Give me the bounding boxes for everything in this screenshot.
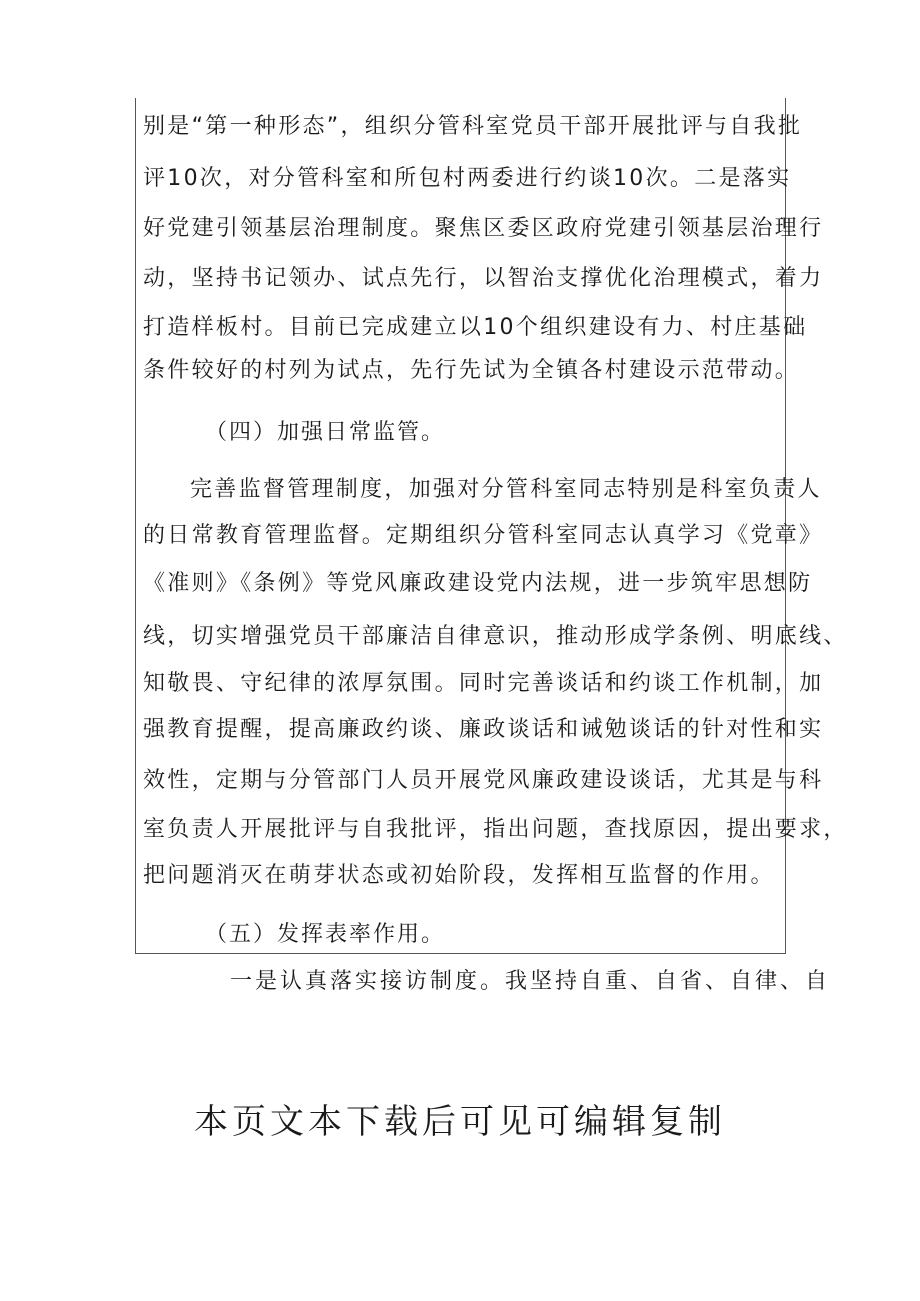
paragraph-line: 条件较好的村列为试点，先行先试为全镇各村建设示范带动。 bbox=[143, 358, 800, 383]
paragraph-line: 《准则》《条例》等党风廉政建设党内法规，进一步筑牢思想防 bbox=[143, 571, 813, 596]
paragraph-line: 把问题消灭在萌芽状态或初始阶段，发挥相互监督的作用。 bbox=[143, 863, 775, 888]
download-notice: 本页文本下载后可见可编辑复制 bbox=[194, 1102, 726, 1142]
section-heading-4: （四）加强日常监管。 bbox=[205, 420, 446, 445]
paragraph-line: 知敬畏、守纪律的浓厚氛围。同时完善谈话和约谈工作机制，加 bbox=[143, 671, 824, 696]
paragraph-line: 室负责人开展批评与自我批评，指出问题，查找原因，提出要求， bbox=[143, 817, 848, 842]
paragraph-line: 强教育提醒，提高廉政约谈、廉政谈话和诫勉谈话的针对性和实 bbox=[143, 717, 824, 742]
paragraph-line: 别是“第一种形态”，组织分管科室党员干部开展批评与自我批 bbox=[143, 114, 803, 139]
paragraph-line: 效性，定期与分管部门人员开展党风廉政建设谈话，尤其是与科 bbox=[143, 768, 824, 793]
section-heading-5: （五）发挥表率作用。 bbox=[205, 922, 446, 947]
paragraph-line: 完善监督管理制度，加强对分管科室同志特别是科室负责人 bbox=[190, 477, 822, 502]
paragraph-line: 的日常教育管理监督。定期组织分管科室同志认真学习《党章》 bbox=[143, 523, 824, 548]
paragraph-line-continued: 一是认真落实接访制度。我坚持自重、自省、自律、自 bbox=[230, 969, 831, 994]
paragraph-line: 评10次，对分管科室和所包村两委进行约谈10次。二是落实 bbox=[143, 166, 792, 191]
paragraph-line: 线，切实增强党员干部廉洁自律意识，推动形成学条例、明底线、 bbox=[143, 624, 848, 649]
paragraph-line: 好党建引领基层治理制度。聚焦区委区政府党建引领基层治理行 bbox=[143, 216, 824, 241]
paragraph-line: 动，坚持书记领办、试点先行，以智治支撑优化治理模式，着力 bbox=[143, 266, 824, 291]
paragraph-line: 打造样板村。目前已完成建立以10个组织建设有力、村庄基础 bbox=[143, 315, 808, 340]
